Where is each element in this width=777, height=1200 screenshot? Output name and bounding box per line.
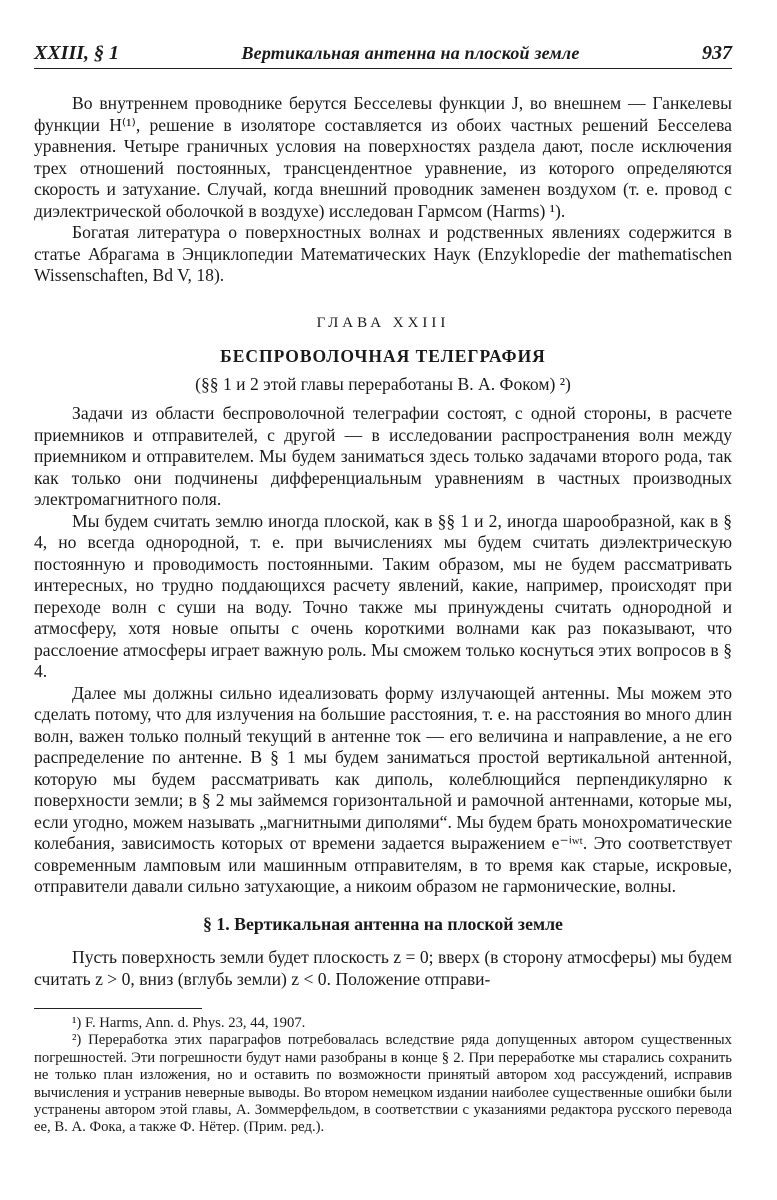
header-section-ref: XXIII, § 1: [34, 42, 120, 64]
section-heading: § 1. Вертикальная антенна на плоской земле: [203, 913, 563, 934]
header-title: Вертикальная антенна на плоской земле: [241, 43, 580, 63]
page-number: 937: [701, 42, 732, 64]
paragraph-intro-2: Богатая литература о поверхностных волнах и родственных явлениях содержится в статье Абрагама в Энциклопедии Математических Наук (Enzyklopedie der mathematischen Wissenschaften, Bd V, 18).: [34, 222, 732, 285]
footnote-2: ²) Переработка этих параграфов потребовалась вследствие ряда допущенных автором существенных погрешностей. Эти погрешности будут нами разобраны в конце § 2. При переработке мы старались сохранить не только план изложения, но и оставить по возможности принятый автором ход рассуждений, исправив вычисления и устранив неверные выводы. Во втором немецком издании наиболее существенные ошибки были устранены автором этой главы, А. Зоммерфельдом, в соответствии с указаниями редактора русского перевода ее, В. А. Фока, а также Ф. Нётер. (Прим. ред.).: [34, 1032, 732, 1136]
footnote-divider: [34, 1008, 202, 1009]
book-page: [34, 42, 732, 1137]
paragraph-chapter-1: Задачи из области беспроволочной телеграфии состоят, с одной стороны, в расчете приемников и отправителей, с другой — в исследовании распространения волн между приемником и отправителем. Мы будем заниматься здесь только задачами второго рода, так как только они подчинены дифференциальным уравнениям в частных производных электромагнитного поля.: [34, 403, 732, 509]
running-header: [34, 42, 732, 69]
paragraph-chapter-3: Далее мы должны сильно идеализовать форму излучающей антенны. Мы можем это сделать потому, что для излучения на большие расстояния, т. е. на расстояния во много длин волн, важен только полный текущий в антенне ток — его величина и направление, а не его распределение по антенне. В § 1 мы будем заниматься простой вертикальной антенной, которую мы будем рассматривать как диполь, колеблющийся перпендикулярно к поверхности земли; в § 2 мы займемся горизонтальной и рамочной антеннами, которые мы, если угодно, можем называть „магнитными диполями“. Мы будем брать монохроматические колебания, зависимость которых от времени задается выражением e⁻ⁱʷᵗ. Это соответствует современным ламповым или машинным отправителям, в то время как старые, искровые, отправители давали сильно затухающие, а никоим образом не гармонические, волны.: [34, 682, 732, 896]
chapter-title: БЕСПРОВОЛОЧНАЯ ТЕЛЕГРАФИЯ: [220, 346, 546, 366]
footnote-1: ¹) F. Harms, Ann. d. Phys. 23, 44, 1907.: [72, 1015, 306, 1031]
chapter-label: ГЛАВА XXIII: [316, 314, 450, 331]
paragraph-chapter-2: Мы будем считать землю иногда плоской, как в §§ 1 и 2, иногда шарообразной, как в § 4, но всегда однородной, т. е. при вычислениях мы будем считать диэлектрическую постоянную и проводимость постоянными. Таким образом, мы не будем рассматривать интересных, но трудно поддающихся расчету явлений, какие, например, происходят при переходе волн с суши на воду. Точно также мы принуждены считать однородной и атмосферу, хотя новые опыты с очень короткими волнами как раз показывают, что расслоение атмосферы играет важную роль. Мы сможем только коснуться этих вопросов в § 4.: [34, 510, 732, 681]
main-text: [34, 93, 732, 1137]
chapter-subtitle: (§§ 1 и 2 этой главы переработаны В. А. Фоком) ²): [195, 373, 571, 394]
paragraph-section-1: Пусть поверхность земли будет плоскость z = 0; вверх (в сторону атмосферы) мы будем считать z > 0, вниз (вглубь земли) z < 0. Положение отправи-: [34, 947, 732, 989]
paragraph-intro-1: Во внутреннем проводнике берутся Бесселевы функции J, во внешнем — Ганкелевы функции H⁽¹⁾, решение в изоляторе составляется из обоих частных решений Бесселева уравнения. Четыре граничных условия на поверхностях раздела дают, после исключения трех отношений постоянных, трансцендентное уравнение, из которого определяются скорость и затухание. Случай, когда внешний проводник заменен воздухом (т. е. провод с диэлектрической оболочкой в воздухе) исследован Гармсом (Harms) ¹).: [34, 93, 732, 221]
